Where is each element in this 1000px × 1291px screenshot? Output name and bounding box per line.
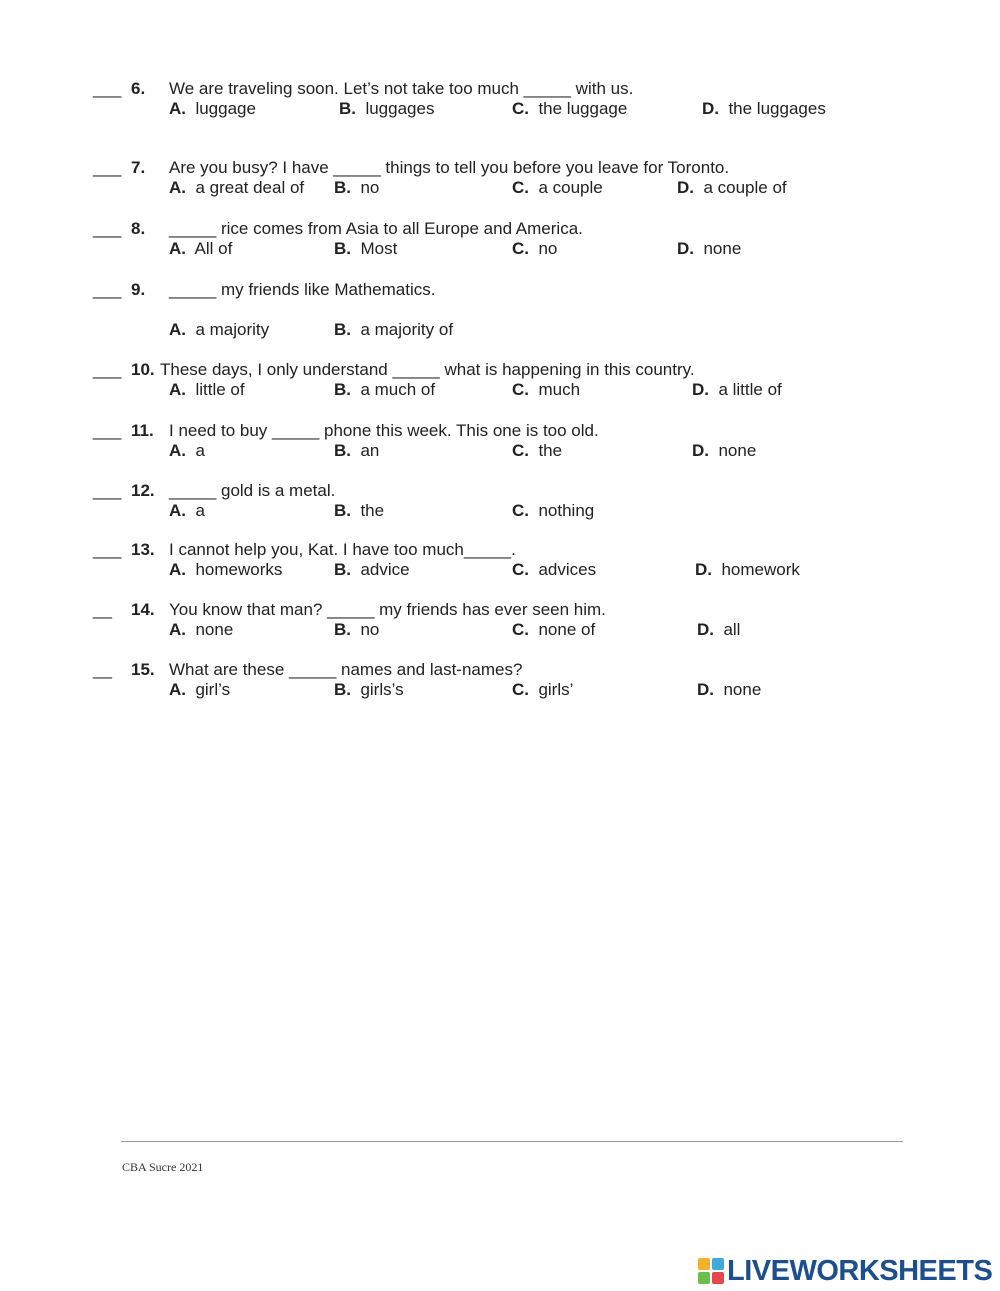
option-text: no [360,178,380,197]
option-text: the luggage [538,99,628,118]
option-b[interactable] [334,680,404,700]
question-number: 6. [131,79,146,98]
option-text: a little of [718,380,782,399]
option-text: none [703,239,742,258]
option-a[interactable] [169,99,256,119]
option-a[interactable] [169,501,205,521]
logo-tile [712,1258,724,1270]
option-text: none [195,620,234,639]
option-d[interactable] [697,680,761,700]
footer-divider [121,1141,903,1142]
option-letter: D. [697,680,714,699]
question-stem: We are traveling soon. Let’s not take too much _____ with us. [169,79,634,98]
question-stem: _____ my friends like Mathematics. [169,280,436,299]
option-b[interactable] [334,320,453,340]
option-text: the [360,501,385,520]
answer-blank[interactable]: ___ [93,360,122,379]
answer-blank[interactable]: ___ [93,280,122,299]
option-letter: B. [334,380,351,399]
option-letter: A. [169,380,186,399]
option-letter: B. [334,178,351,197]
option-letter: C. [512,560,529,579]
option-a[interactable] [169,320,269,340]
option-letter: D. [692,380,709,399]
question-stem: I cannot help you, Kat. I have too much_____. [169,540,516,559]
option-letter: C. [512,380,529,399]
option-letter: B. [334,320,351,339]
logo-tile [712,1272,724,1284]
option-letter: A. [169,501,186,520]
option-text: a couple [538,178,603,197]
option-text: luggages [365,99,435,118]
question-number: 8. [131,219,146,238]
answer-blank[interactable]: ___ [93,540,122,559]
question-stem: These days, I only understand _____ what is happening in this country. [160,360,695,379]
option-a[interactable] [169,380,245,400]
logo-tile [698,1272,710,1284]
question-number: 12. [131,481,155,500]
logo-tiles-icon [698,1258,724,1284]
option-text: a much of [360,380,436,399]
option-c[interactable] [512,501,594,521]
option-b[interactable] [334,560,410,580]
option-text: girls’ [538,680,574,699]
question-number: 11. [131,421,154,440]
answer-blank[interactable]: ___ [93,219,122,238]
option-text: the luggages [728,99,826,118]
option-c[interactable] [512,239,557,259]
option-b[interactable] [334,178,379,198]
answer-blank[interactable]: ___ [93,481,122,500]
option-letter: A. [169,320,186,339]
option-letter: C. [512,680,529,699]
option-letter: D. [697,620,714,639]
option-letter: C. [512,441,529,460]
option-text: a great deal of [195,178,305,197]
question-number: 13. [131,540,155,559]
question-number: 7. [131,158,146,177]
option-d[interactable] [692,441,756,461]
option-d[interactable] [677,239,741,259]
option-d[interactable] [697,620,740,640]
question-number: 9. [131,280,146,299]
option-letter: B. [339,99,356,118]
option-text: Most [360,239,398,258]
option-text: none of [538,620,596,639]
option-text: homework [721,560,800,579]
option-letter: C. [512,501,529,520]
option-text: none [723,680,762,699]
answer-blank[interactable]: ___ [93,421,122,440]
option-text: none [718,441,757,460]
option-text: little of [195,380,245,399]
option-letter: D. [677,239,694,258]
option-letter: C. [512,99,529,118]
answer-blank[interactable]: ___ [93,158,122,177]
liveworksheets-logo[interactable] [698,1254,992,1288]
option-b[interactable] [334,501,384,521]
option-letter: A. [169,441,186,460]
option-letter: B. [334,560,351,579]
option-letter: D. [695,560,712,579]
option-c[interactable] [512,620,595,640]
option-c[interactable] [512,99,627,119]
question-stem: Are you busy? I have _____ things to tell you before you leave for Toronto. [169,158,730,177]
option-letter: A. [169,680,186,699]
option-text: a [195,441,205,460]
option-letter: C. [512,620,529,639]
option-letter: D. [677,178,694,197]
option-b[interactable] [334,620,379,640]
question-number: 15. [131,660,155,679]
option-letter: A. [169,99,186,118]
option-a[interactable] [169,178,304,198]
option-letter: B. [334,680,351,699]
option-text: luggage [195,99,256,118]
question-number: 14. [131,600,155,619]
option-b[interactable] [334,239,397,259]
option-text: a couple of [703,178,787,197]
option-text: a [195,501,205,520]
answer-blank[interactable]: __ [93,600,112,619]
question-number: 10. [131,360,155,379]
question-stem: You know that man? _____ my friends has ever seen him. [169,600,606,619]
question-stem: I need to buy _____ phone this week. This one is too old. [169,421,599,440]
option-c[interactable] [512,560,596,580]
option-text: a majority of [360,320,454,339]
option-text: nothing [538,501,595,520]
option-a[interactable] [169,239,232,259]
answer-blank[interactable]: __ [93,660,112,679]
option-text: girl’s [195,680,231,699]
option-a[interactable] [169,560,282,580]
option-letter: D. [702,99,719,118]
option-letter: A. [169,178,186,197]
option-b[interactable] [339,99,434,119]
option-text: an [360,441,380,460]
option-text: no [360,620,380,639]
option-letter: B. [334,441,351,460]
option-text: All of [194,239,233,258]
footer-text: CBA Sucre 2021 [122,1160,204,1174]
option-c[interactable] [512,178,603,198]
option-b[interactable] [334,380,435,400]
option-c[interactable] [512,441,562,461]
option-letter: B. [334,620,351,639]
option-c[interactable] [512,680,573,700]
option-letter: D. [692,441,709,460]
option-a[interactable] [169,441,205,461]
option-letter: A. [169,620,186,639]
option-letter: B. [334,239,351,258]
option-text: advice [360,560,410,579]
option-b[interactable] [334,441,379,461]
option-letter: C. [512,178,529,197]
question-stem: _____ rice comes from Asia to all Europe and America. [169,219,583,238]
option-a[interactable] [169,680,230,700]
logo-tile [698,1258,710,1270]
option-text: girls’s [360,680,404,699]
option-text: all [723,620,741,639]
option-text: advices [538,560,597,579]
option-d[interactable] [677,178,787,198]
option-text: the [538,441,563,460]
logo-wordmark: LIVEWORKSHEETS [727,1254,993,1287]
option-d[interactable] [695,560,800,580]
answer-blank[interactable]: ___ [93,79,122,98]
option-text: no [538,239,558,258]
option-c[interactable] [512,380,580,400]
option-d[interactable] [692,380,782,400]
option-letter: A. [169,239,186,258]
option-text: much [538,380,581,399]
option-letter: C. [512,239,529,258]
option-text: a majority [195,320,270,339]
option-letter: B. [334,501,351,520]
question-stem: _____ gold is a metal. [169,481,336,500]
option-text: homeworks [195,560,283,579]
question-stem: What are these _____ names and last-names? [169,660,523,679]
option-a[interactable] [169,620,233,640]
option-d[interactable] [702,99,826,119]
option-letter: A. [169,560,186,579]
